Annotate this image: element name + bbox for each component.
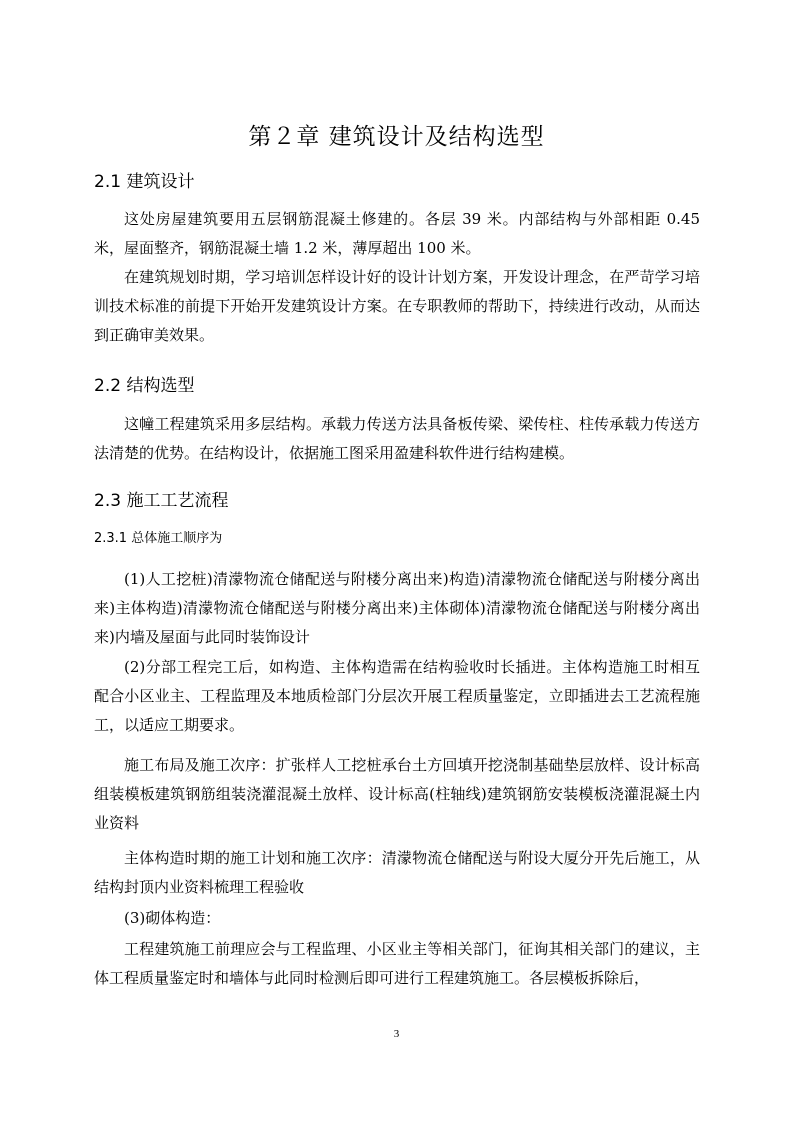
subsection-heading-2-3-1: 2.3.1 总体施工顺序为: [94, 531, 223, 546]
page-number: 3: [393, 1028, 400, 1040]
section-heading-2-2: 2.2 结构选型: [94, 376, 195, 396]
section-heading-2-1: 2.1 建筑设计: [94, 172, 195, 192]
paragraph: 施工布局及施工次序：扩张样人工挖桩承台土方回填开挖浇制基础垫层放样、设计标高组装模板建筑钢筋组装浇灌混凝土放样、设计标高(柱轴线)建筑钢筋安装模板浇灌混凝土内业资料: [94, 756, 700, 833]
paragraph: 这幢工程建筑采用多层结构。承载力传送方法具备板传梁、梁传柱、柱传承载力传送方法清楚的优势。在结构设计，依据施工图采用盈建科软件进行结构建模。: [94, 415, 700, 463]
paragraph: (1)人工挖桩)清濛物流仓储配送与附楼分离出来)构造)清濛物流仓储配送与附楼分离出来)主体构造)清濛物流仓储配送与附楼分离出来)主体砌体)清濛物流仓储配送与附楼分离出来)内墙及屋面与此同时装饰设计: [94, 570, 700, 647]
paragraph: 主体构造时期的施工计划和施工次序：清濛物流仓储配送与附设大厦分开先后施工，从结构封顶内业资料梳理工程验收: [94, 849, 700, 897]
section-heading-2-3: 2.3 施工工艺流程: [94, 491, 229, 511]
paragraph: 这处房屋建筑要用五层钢筋混凝土修建的。各层 39 米。内部结构与外部相距 0.45 米，屋面整齐，钢筋混凝土墙 1.2 米，薄厚超出 100 米。: [94, 210, 700, 258]
paragraph: (2)分部工程完工后，如构造、主体构造需在结构验收时长插进。主体构造施工时相互配合小区业主、工程监理及本地质检部门分层次开展工程质量鉴定，立即插进去工艺流程施工，以适应工期要求。: [94, 658, 700, 735]
paragraph: 在建筑规划时期，学习培训怎样设计好的设计计划方案，开发设计理念，在严苛学习培训技术标准的前提下开始开发建筑设计方案。在专职教师的帮助下，持续进行改动，从而达到正确审美效果。: [94, 268, 700, 345]
chapter-title: 第２章 建筑设计及结构选型: [248, 124, 545, 150]
paragraph: 工程建筑施工前理应会与工程监理、小区业主等相关部门，征询其相关部门的建议，主体工程质量鉴定时和墙体与此同时检测后即可进行工程建筑施工。各层模板拆除后，: [94, 940, 700, 988]
paragraph: (3)砌体构造：: [124, 909, 221, 927]
